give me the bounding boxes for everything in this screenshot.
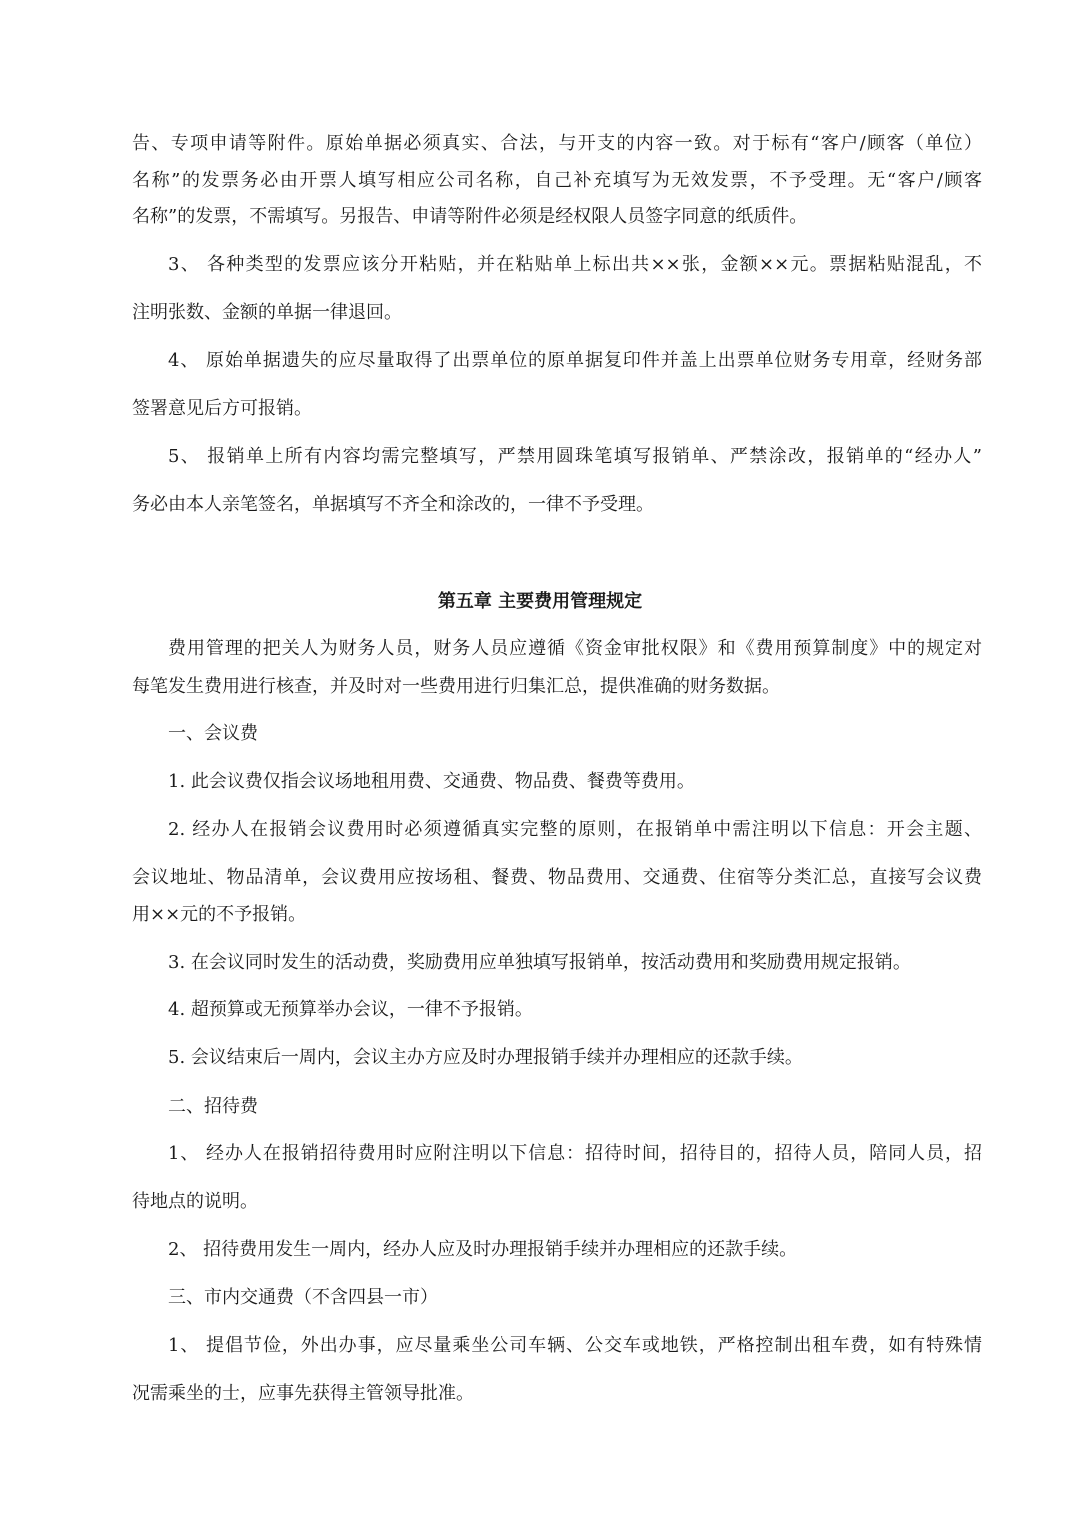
list-item-line: 4. 超预算或无预算举办会议，一律不予报销。	[168, 999, 533, 1020]
list-item-line: 务必由本人亲笔签名，单据填写不齐全和涂改的，一律不予受理。	[132, 494, 654, 515]
paragraph-line: 每笔发生费用进行核查，并及时对一些费用进行归集汇总，提供准确的财务数据。	[132, 676, 780, 697]
list-item-line: 1. 此会议费仅指会议场地租用费、交通费、物品费、餐费等费用。	[168, 771, 695, 792]
list-item-line: 3. 在会议同时发生的活动费，奖励费用应单独填写报销单，按活动费用和奖励费用规定报销。	[168, 952, 911, 973]
paragraph-line: 名称”的发票务必由开票人填写相应公司名称，自己补充填写为无效发票，不予受理。无“客户/顾客	[132, 170, 982, 191]
list-item-line: 会议地址、物品清单，会议费用应按场租、餐费、物品费用、交通费、住宿等分类汇总，直接写会议费	[132, 867, 982, 888]
section-heading: 一、会议费	[168, 723, 258, 744]
list-item-line: 5、 报销单上所有内容均需完整填写，严禁用圆珠笔填写报销单、严禁涂改，报销单的“经办人”	[168, 446, 982, 467]
list-item-line: 4、 原始单据遗失的应尽量取得了出票单位的原单据复印件并盖上出票单位财务专用章，经财务部	[168, 350, 982, 371]
list-item-line: 1、 提倡节俭，外出办事，应尽量乘坐公司车辆、公交车或地铁，严格控制出租车费，如有特殊情	[168, 1335, 982, 1356]
list-item-line: 用××元的不予报销。	[132, 904, 307, 925]
list-item-line: 签署意见后方可报销。	[132, 398, 312, 419]
paragraph-line: 告、专项申请等附件。原始单据必须真实、合法，与开支的内容一致。对于标有“客户/顾客（单位）	[132, 133, 982, 154]
list-item-line: 1、 经办人在报销招待费用时应附注明以下信息：招待时间，招待目的，招待人员，陪同人员，招	[168, 1143, 982, 1164]
list-item-line: 待地点的说明。	[132, 1191, 258, 1212]
section-heading: 二、招待费	[168, 1096, 258, 1117]
paragraph-line: 费用管理的把关人为财务人员，财务人员应遵循《资金审批权限》和《费用预算制度》中的规定对	[168, 638, 982, 659]
chapter-title: 第五章 主要费用管理规定	[437, 591, 643, 612]
list-item-line: 5. 会议结束后一周内，会议主办方应及时办理报销手续并办理相应的还款手续。	[168, 1047, 803, 1068]
list-item-line: 况需乘坐的士，应事先获得主管领导批准。	[132, 1383, 474, 1404]
list-item-line: 3、 各种类型的发票应该分开粘贴，并在粘贴单上标出共××张，金额××元。票据粘贴混乱，不	[168, 254, 982, 275]
paragraph-line: 名称”的发票，不需填写。另报告、申请等附件必须是经权限人员签字同意的纸质件。	[132, 206, 808, 227]
list-item-line: 注明张数、金额的单据一律退回。	[132, 302, 402, 323]
list-item-line: 2、 招待费用发生一周内，经办人应及时办理报销手续并办理相应的还款手续。	[168, 1239, 798, 1260]
list-item-line: 2. 经办人在报销会议费用时必须遵循真实完整的原则，在报销单中需注明以下信息：开会主题、	[168, 819, 982, 840]
section-heading: 三、市内交通费（不含四县一市）	[168, 1287, 438, 1308]
